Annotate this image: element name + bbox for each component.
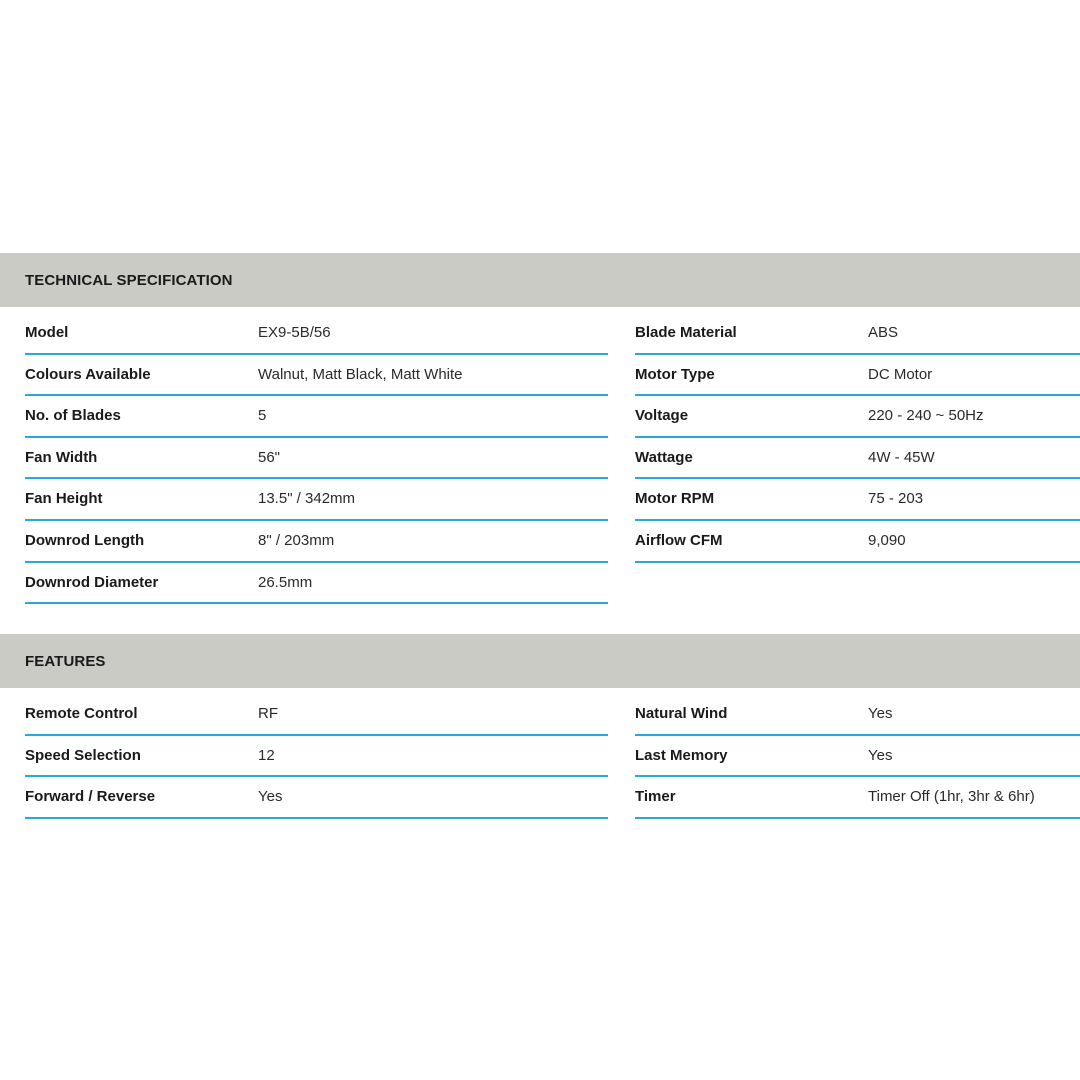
spec-row-fan-height <box>25 479 608 521</box>
spec-value: 13.5" / 342mm <box>258 490 356 508</box>
spec-label: Downrod Diameter <box>25 573 159 591</box>
spec-label: Fan Height <box>25 490 103 508</box>
spec-value: 56" <box>258 448 281 466</box>
spec-label: Motor Type <box>635 365 715 383</box>
spec-label: Airflow CFM <box>635 531 723 549</box>
spec-value: DC Motor <box>868 365 933 383</box>
feature-label: Last Memory <box>635 746 728 764</box>
feature-label: Timer <box>635 788 676 806</box>
spec-value: ABS <box>868 324 899 341</box>
feature-row-speed-selection <box>25 736 608 778</box>
spec-row-motor-rpm <box>635 479 1080 521</box>
spec-value: 5 <box>258 407 267 425</box>
feature-value: 12 <box>258 746 275 764</box>
spec-label: Downrod Length <box>25 531 145 549</box>
feature-row-timer <box>635 777 1080 819</box>
spec-row-downrod-diameter <box>25 563 608 605</box>
spec-row-airflow-cfm <box>635 521 1080 563</box>
spec-row-downrod-length <box>25 521 608 563</box>
spec-row-wattage <box>635 438 1080 480</box>
spec-label: Motor RPM <box>635 490 715 508</box>
feature-value: RF <box>258 705 278 722</box>
spec-row-model <box>25 313 608 355</box>
spec-value: 220 - 240 ~ 50Hz <box>868 407 984 425</box>
spec-label: Wattage <box>635 448 693 466</box>
features-header <box>0 634 1080 688</box>
spec-label: Blade Material <box>635 324 737 341</box>
feature-value: Yes <box>868 746 893 764</box>
features-right-column <box>635 694 1080 819</box>
spec-row-colours-available <box>25 355 608 397</box>
spec-row-motor-type <box>635 355 1080 397</box>
spec-row-blade-material <box>635 313 1080 355</box>
spec-row-no-of-blades <box>25 396 608 438</box>
spec-value: EX9-5B/56 <box>258 324 331 341</box>
spec-value: Walnut, Matt Black, Matt White <box>258 365 463 383</box>
technical-specification-title: TECHNICAL SPECIFICATION <box>25 271 233 289</box>
spec-label: No. of Blades <box>25 407 121 425</box>
features-left-column <box>25 694 608 819</box>
spec-label: Fan Width <box>25 448 98 466</box>
feature-row-forward-reverse <box>25 777 608 819</box>
spec-value: 26.5mm <box>258 573 313 591</box>
feature-row-remote-control <box>25 694 608 736</box>
feature-value: Timer Off (1hr, 3hr & 6hr) <box>868 788 1035 806</box>
feature-label: Forward / Reverse <box>25 788 156 806</box>
spec-label: Model <box>25 324 69 341</box>
feature-label: Speed Selection <box>25 746 141 764</box>
spec-value: 75 - 203 <box>868 490 924 508</box>
spec-row-fan-width <box>25 438 608 480</box>
feature-row-natural-wind <box>635 694 1080 736</box>
feature-row-last-memory <box>635 736 1080 778</box>
technical-specification-header <box>0 253 1080 307</box>
feature-value: Yes <box>868 705 893 722</box>
spec-row-voltage <box>635 396 1080 438</box>
feature-label: Remote Control <box>25 705 138 722</box>
features-title: FEATURES <box>25 652 106 670</box>
spec-value: 4W - 45W <box>868 448 935 466</box>
feature-label: Natural Wind <box>635 705 728 722</box>
spec-label: Colours Available <box>25 365 151 383</box>
spec-value: 8" / 203mm <box>258 531 335 549</box>
technical-spec-right-column <box>635 313 1080 563</box>
feature-value: Yes <box>258 788 283 806</box>
technical-spec-left-column <box>25 313 608 604</box>
spec-label: Voltage <box>635 407 689 425</box>
spec-value: 9,090 <box>868 531 906 549</box>
